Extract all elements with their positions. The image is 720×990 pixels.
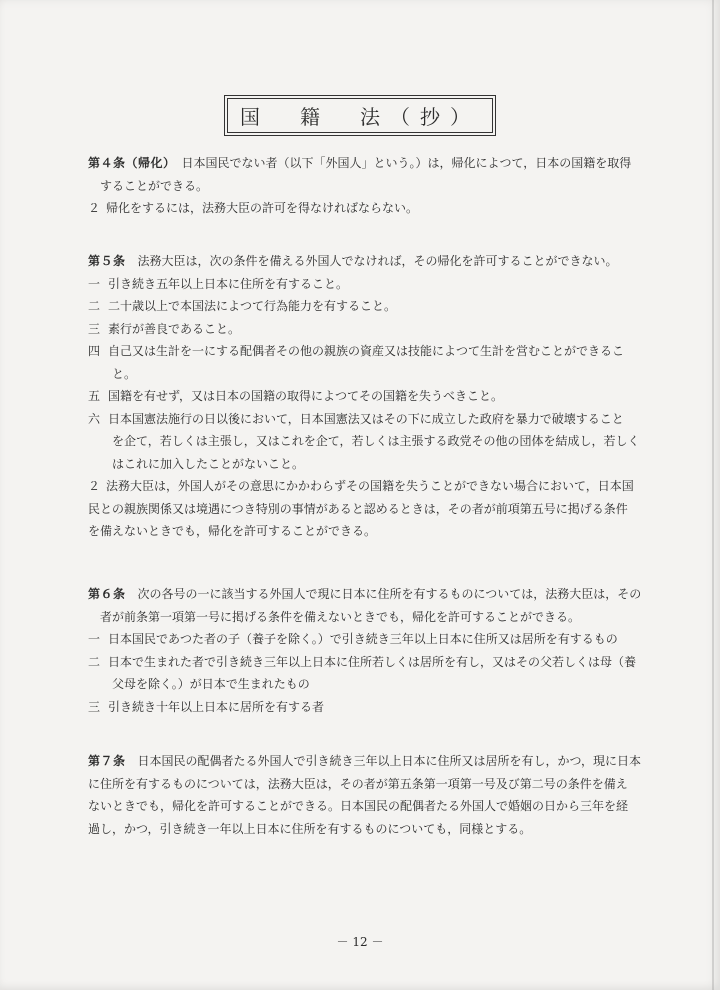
article-5-item-3 xyxy=(88,318,648,341)
item-text: 国籍を有せず，又は日本の国籍の取得によつてその国籍を失うべきこと。 xyxy=(108,389,504,403)
article-7 xyxy=(88,750,648,840)
article-6-heading: 第６条 xyxy=(88,587,126,601)
item-text: 引き続き五年以上日本に住所を有すること。 xyxy=(108,276,349,291)
item-number: 二 xyxy=(88,654,101,669)
item-text: 日本国憲法施行の日以後において，日本国憲法又はその下に成立した政府を暴力で破壊すること xyxy=(108,411,624,426)
article-4-text: 日本国民でない者（以下「外国人」という。）は，帰化によつて，日本の国籍を取得 xyxy=(181,156,632,170)
article-5-item-1 xyxy=(88,273,648,296)
article-6-item-3 xyxy=(88,696,648,719)
article-4-text-cont: することができる。 xyxy=(100,178,209,193)
article-5-paragraph-2-number: ２ xyxy=(88,479,101,493)
article-5-paragraph-2-cont-1: 民との親族関係又は境遇につき特別の事情があると認めるときは，その者が前項第五号に掲げる条件 xyxy=(88,501,628,516)
article-5 xyxy=(88,250,648,543)
article-6 xyxy=(88,583,648,718)
article-4-paragraph-2-text: 帰化をするには，法務大臣の許可を得なければならない。 xyxy=(106,201,419,215)
item-text: 素行が善良であること。 xyxy=(108,321,241,336)
item-number: 三 xyxy=(88,321,101,336)
article-5-item-6 xyxy=(88,408,648,431)
article-6-text: 次の各号の一に該当する外国人で現に日本に住所を有するものについては，法務大臣は，その xyxy=(137,587,642,601)
item-number: 一 xyxy=(88,632,101,646)
article-4-paragraph-2-number: ２ xyxy=(88,201,101,215)
article-6-item-1 xyxy=(88,628,648,651)
document-title: 国 籍 法（抄） xyxy=(227,98,493,133)
item-text: 日本で生まれた者で引き続き三年以上日本に住所若しくは居所を有し，又はその父若しくは母（養 xyxy=(108,654,637,669)
article-4 xyxy=(88,152,648,220)
article-7-text-cont-1: に住所を有するものについては，法務大臣は，その者が第五条第一項第一号及び第二号の条件を備え xyxy=(88,776,628,791)
item-text: 日本国民であつた者の子（養子を除く。）で引き続き三年以上日本に住所又は居所を有するもの xyxy=(108,632,618,646)
article-5-item-6-cont-1: を企て，若しくは主張し，又はこれを企て，若しくは主張する政党その他の団体を結成し，若しく xyxy=(112,434,640,448)
article-5-heading: 第５条 xyxy=(88,254,126,268)
item-number: 一 xyxy=(88,276,101,291)
article-6-item-2 xyxy=(88,651,648,674)
article-7-text: 日本国民の配偶者たる外国人で引き続き三年以上日本に住所又は居所を有し，かつ，現に日本 xyxy=(137,754,642,768)
article-5-item-4-cont: と。 xyxy=(112,366,137,381)
article-5-item-4 xyxy=(88,340,648,363)
article-7-text-cont-3: 過し，かつ，引き続き一年以上日本に住所を有するものについても，同様とする。 xyxy=(88,821,532,836)
item-number: 三 xyxy=(88,699,101,714)
article-5-item-6-cont-2: はこれに加入したことがないこと。 xyxy=(112,456,305,471)
article-5-text: 法務大臣は，次の条件を備える外国人でなければ，その帰化を許可することができない。 xyxy=(137,254,618,268)
article-5-paragraph-2-text: 法務大臣は，外国人がその意思にかかわらずその国籍を失うことができない場合において，日本国 xyxy=(106,479,634,493)
article-6-item-2-cont: 父母を除く。）が日本で生まれたもの xyxy=(112,677,310,691)
article-5-item-2 xyxy=(88,295,648,318)
item-number: 六 xyxy=(88,411,101,426)
article-6-text-cont: 者が前条第一項第一号に掲げる条件を備えないときでも，帰化を許可することができる。 xyxy=(100,609,581,624)
item-text: 引き続き十年以上日本に居所を有する者 xyxy=(108,699,325,714)
article-5-item-5 xyxy=(88,385,648,408)
article-4-heading: 第４条（帰化） xyxy=(88,156,170,170)
scan-edge-shadow xyxy=(712,0,714,990)
item-number: 五 xyxy=(88,389,101,403)
title-area xyxy=(0,98,720,133)
item-number: 四 xyxy=(88,344,101,358)
article-7-text-cont-2: ないときでも，帰化を許可することができる。日本国民の配偶者たる外国人で婚姻の日から三年を経 xyxy=(88,799,629,813)
article-5-paragraph-2-cont-2: を備えないときでも，帰化を許可することができる。 xyxy=(88,524,377,538)
page-number: － 12 － xyxy=(336,935,384,949)
item-text: 二十歳以上で本国法によつて行為能力を有すること。 xyxy=(108,299,397,313)
item-number: 二 xyxy=(88,299,101,313)
item-text: 自己又は生計を一にする配偶者その他の親族の資産又は技能によつて生計を営むことができるこ xyxy=(108,344,625,358)
article-7-heading: 第７条 xyxy=(88,754,126,768)
